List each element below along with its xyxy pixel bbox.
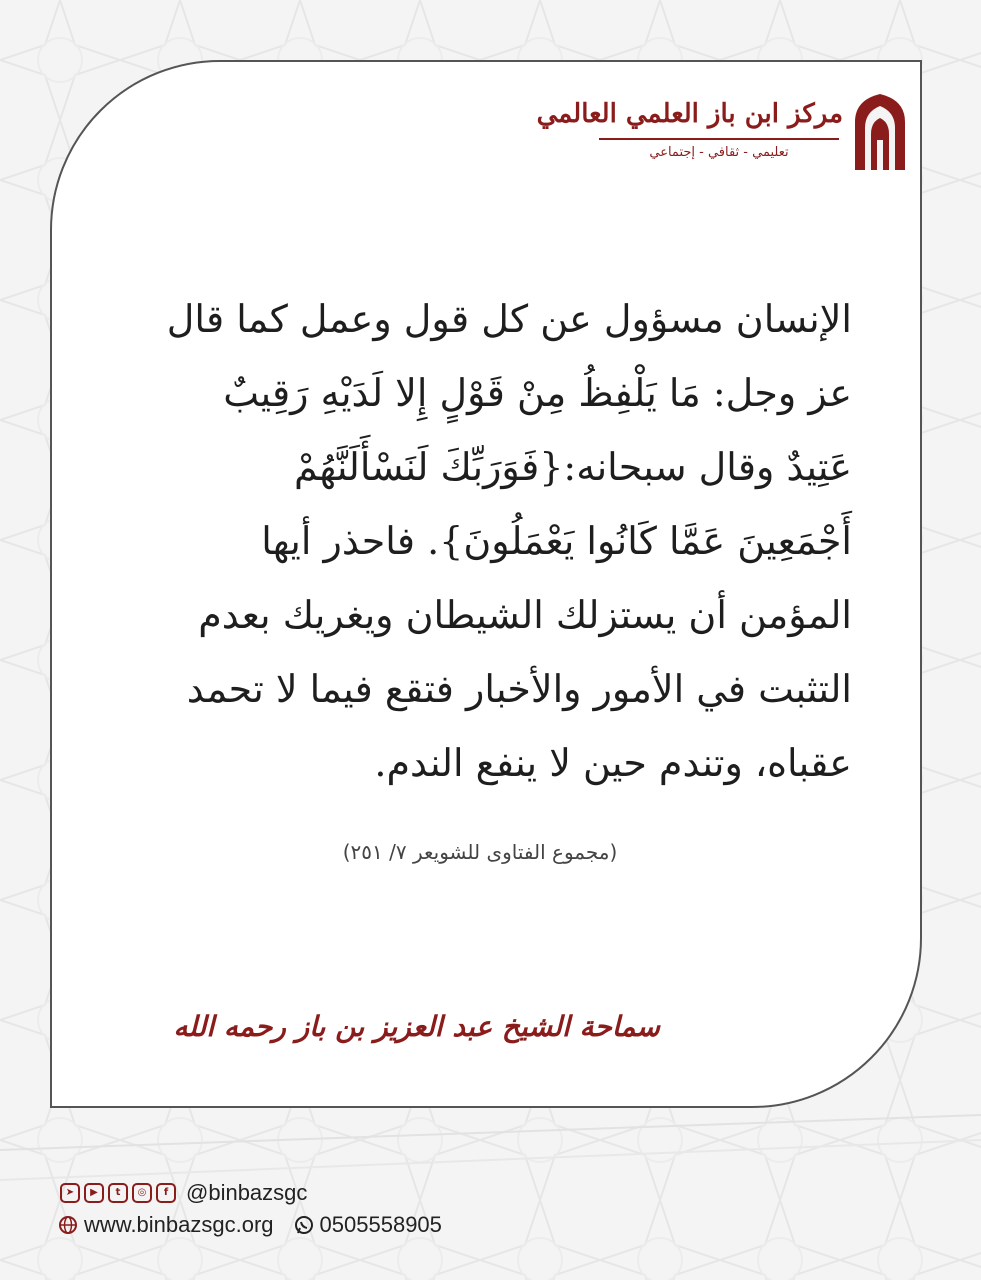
- text-line: عز وجل: مَا يَلْفِظُ مِنْ قَوْلٍ إِلا لَدَيْهِ رَقِيبٌ: [223, 371, 852, 415]
- signature: [173, 998, 660, 1068]
- social-bar: [60, 1178, 307, 1208]
- logo-title: مركز ابن باز العلمي العالمي: [536, 99, 843, 129]
- text-line: المؤمن أن يستزلك الشيطان ويغريك بعدم: [198, 593, 852, 637]
- logo-divider: [599, 138, 839, 140]
- facebook-icon[interactable]: f: [156, 1183, 176, 1203]
- logo-subtitle: تعليمي - ثقافي - إجتماعي: [649, 145, 789, 160]
- text-line: التثبت في الأمور والأخبار فتقع فيما لا تحمد: [186, 667, 852, 711]
- mosque-door-icon: [851, 92, 909, 172]
- text-line: عقباه، وتندم حين لا ينفع الندم.: [374, 741, 852, 785]
- whatsapp-icon: [294, 1215, 314, 1235]
- text-line: الإنسان مسؤول عن كل قول وعمل كما قال: [166, 297, 852, 341]
- phone-number[interactable]: 0505558905: [319, 1212, 442, 1237]
- instagram-icon[interactable]: ◎: [132, 1183, 152, 1203]
- twitter-icon[interactable]: t: [108, 1183, 128, 1203]
- body-text: [132, 282, 852, 800]
- text-line: عَتِيدٌ وقال سبحانه:{فَوَرَبِّكَ لَنَسْأَلَنَّهُمْ: [294, 445, 852, 489]
- youtube-icon[interactable]: ▶: [84, 1183, 104, 1203]
- contact-bar: [58, 1210, 442, 1240]
- telegram-icon[interactable]: ➤: [60, 1183, 80, 1203]
- center-logo: [536, 92, 909, 177]
- text-line: أَجْمَعِينَ عَمَّا كَانُوا يَعْمَلُونَ}. فاحذر أيها: [261, 519, 852, 563]
- signature-text: سماحة الشيخ عبد العزيز بن باز رحمه الله: [173, 1010, 660, 1043]
- website-link[interactable]: www.binbazsgc.org: [84, 1212, 274, 1237]
- social-handle[interactable]: @binbazsgc: [186, 1180, 308, 1205]
- source-reference: (مجموع الفتاوى للشويعر ٧/ ٢٥١): [342, 840, 618, 864]
- globe-icon: [58, 1215, 78, 1235]
